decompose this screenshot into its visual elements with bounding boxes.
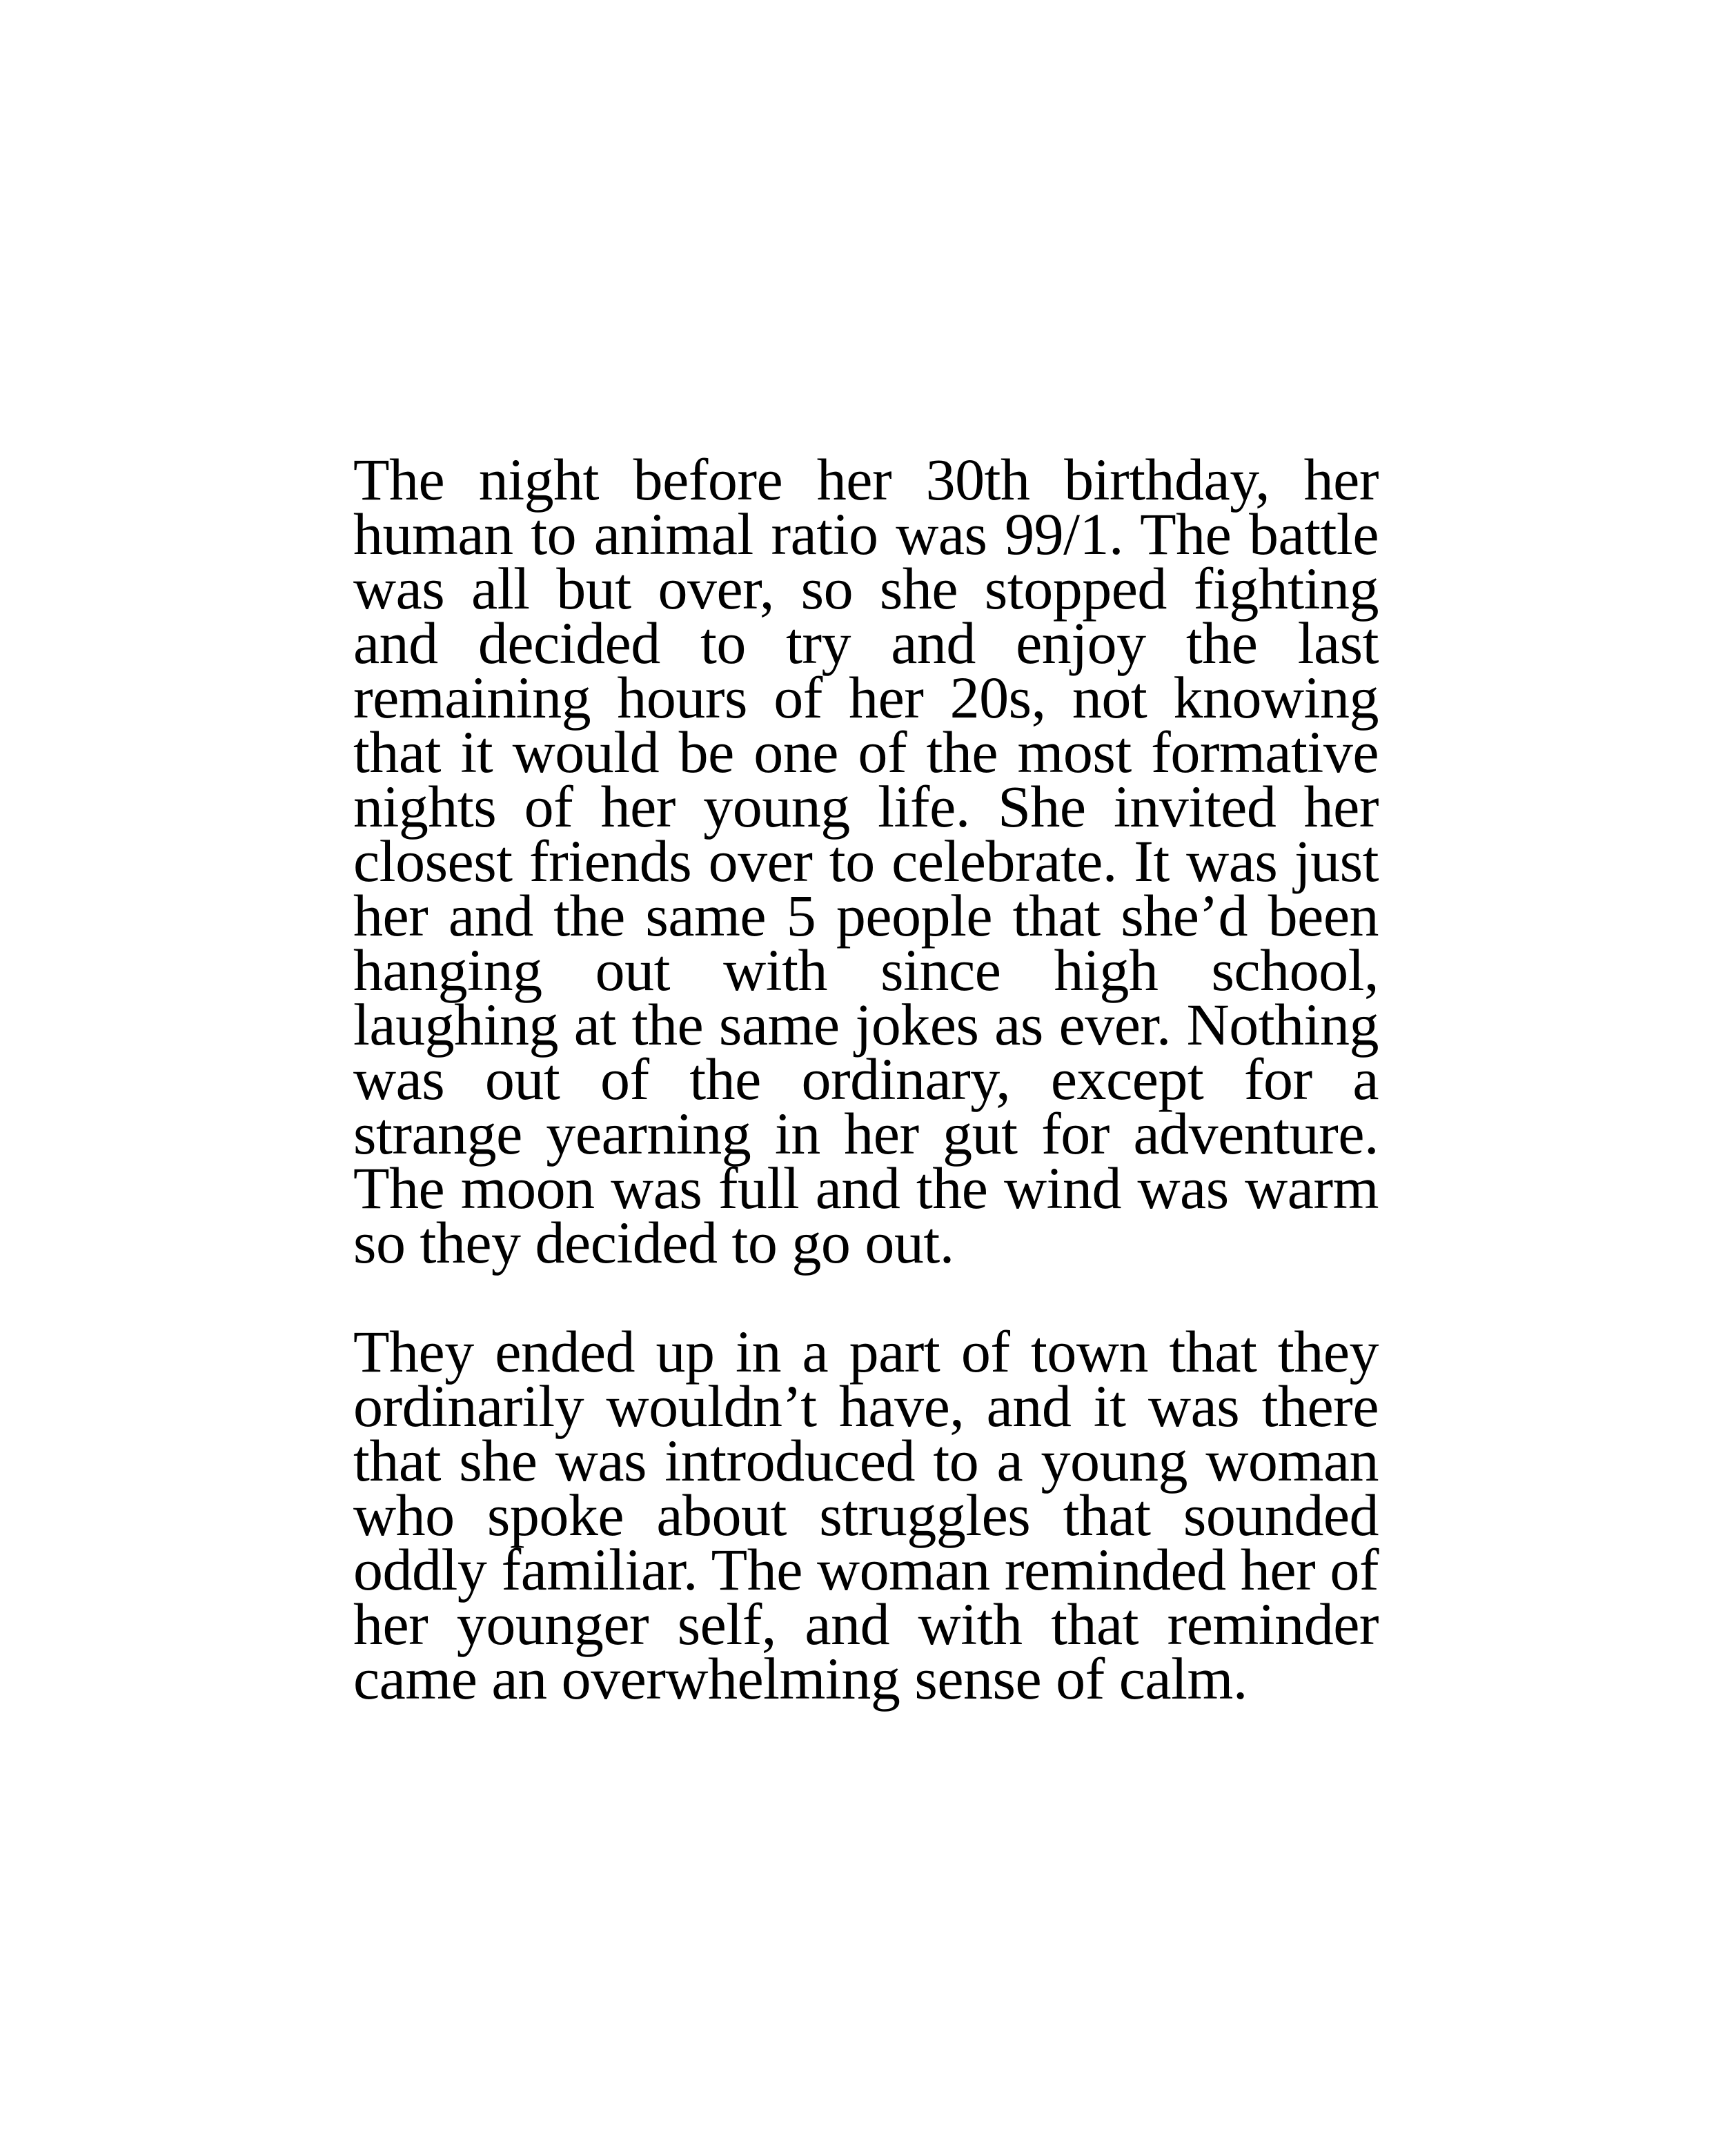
paragraph-2: They ended up in a part of town that they ordinarily wouldn’t have, and it was there that she was introduced to a young woman who spoke about struggles that sounded oddly familiar. The woman reminded her of her younger self, and with that reminder came an overwhelming sense of calm.: [353, 1318, 1379, 1712]
story-text: [353, 446, 1379, 1712]
paragraph-1: The night before her 30th birthday, her human to animal ratio was 99/1. The battle was all but over, so she stopped fighting and decided to try and enjoy the last remaining hours of her 20s, not knowing that it would be one of the most formative nights of her young life. She invited her closest friends over to celebrate. It was just her and the same 5 people that she’d been hanging out with since high school, laughing at the same jokes as ever. Nothing was out of the ordinary, except for a strange yearning in her gut for adventure. The moon was full and the wind was warm so they decided to go out.: [353, 446, 1379, 1276]
